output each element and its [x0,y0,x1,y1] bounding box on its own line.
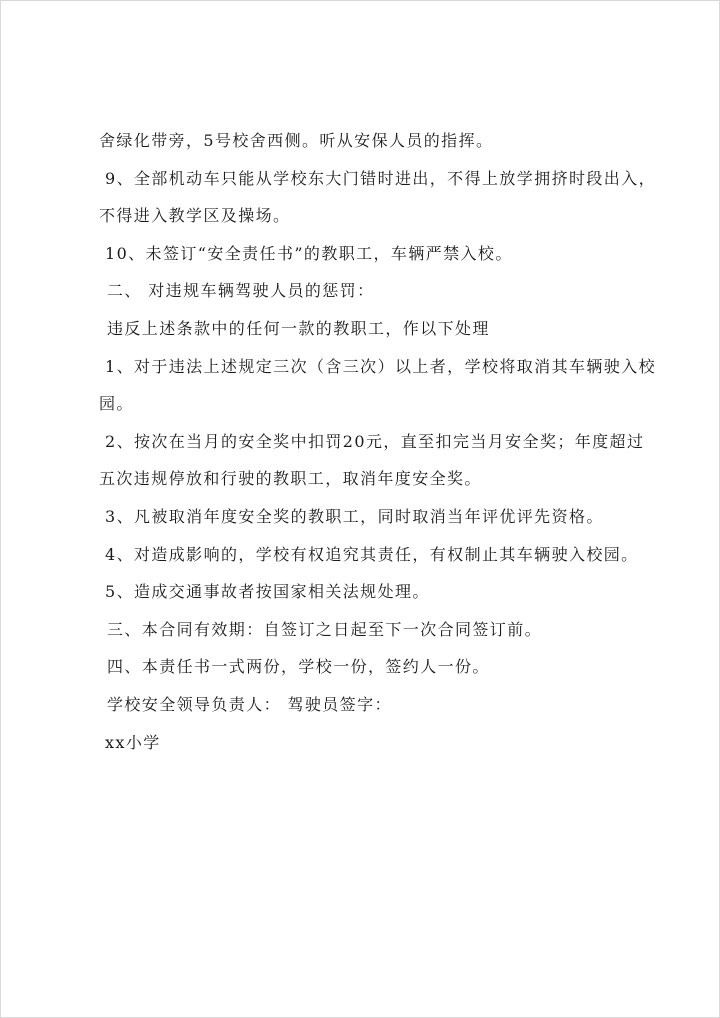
text-line-9: 2、按次在当月的安全奖中扣罚20元，直至扣完当月安全奖；年度超过 [105,431,645,451]
text-line-8: 园。 [99,394,134,414]
text-line-12: 4、对造成影响的，学校有权追究其责任，有权制止其车辆驶入校园。 [105,544,639,564]
text-line-6: 违反上述条款中的任何一款的教职工，作以下处理 [107,318,490,338]
text-line-7: 1、对于违法上述规定三次（含三次）以上者，学校将取消其车辆驶入校 [105,356,656,376]
text-line-16: 学校安全领导负责人： 驾驶员签字： [107,694,392,714]
text-line-10: 五次违规停放和行驶的教职工，取消年度安全奖。 [99,469,482,489]
text-line-14: 三、本合同有效期：自签订之日起至下一次合同签订前。 [107,619,543,639]
text-line-11: 3、凡被取消年度安全奖的教职工，同时取消当年评优评先资格。 [105,506,604,526]
text-line-13: 5、造成交通事故者按国家相关法规处理。 [105,582,430,602]
text-line-15: 四、本责任书一式两份，学校一份，签约人一份。 [107,657,490,677]
document-body [99,131,659,770]
text-line-2: 9、全部机动车只能从学校东大门错时进出，不得上放学拥挤时段出入， [105,168,656,188]
text-line-1: 舍绿化带旁，5号校舍西侧。听从安保人员的指挥。 [99,131,494,150]
text-line-17: xx小学 [105,732,161,752]
text-line-4: 10、未签订“安全责任书”的教职工，车辆严禁入校。 [105,243,513,263]
text-line-5: 二、 对违规车辆驾驶人员的惩罚： [107,281,375,301]
text-line-3: 不得进入教学区及操场。 [99,206,291,226]
